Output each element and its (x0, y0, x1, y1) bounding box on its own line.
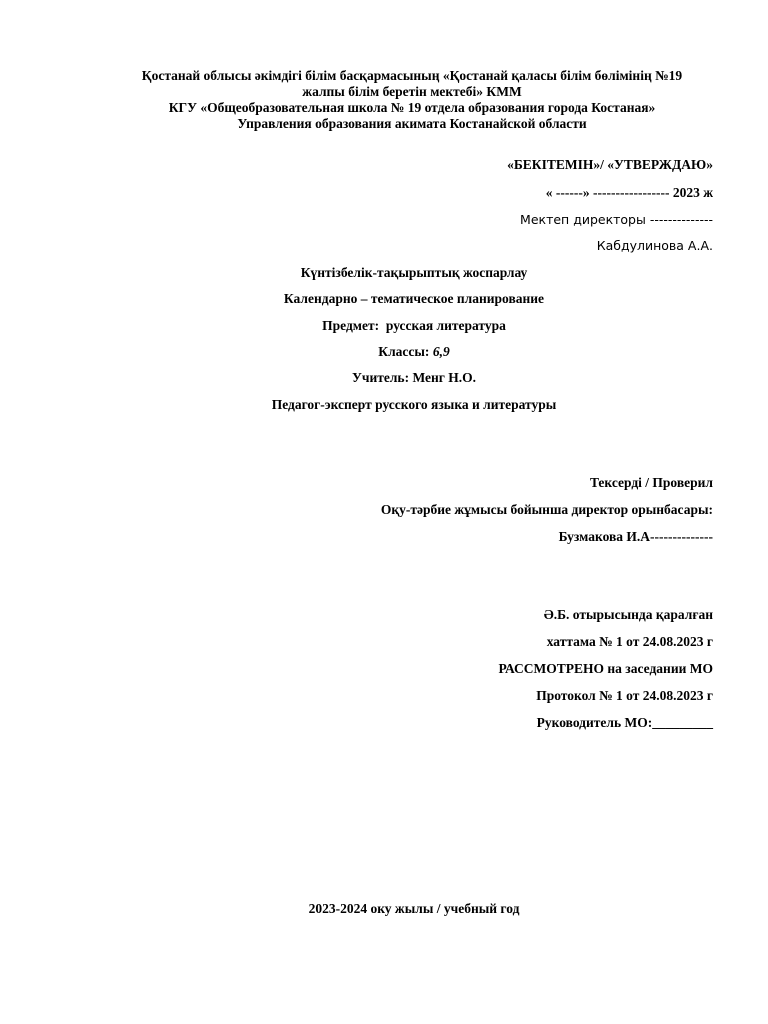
approval-role: Мектеп директоры -------------- (520, 212, 713, 227)
reviewed-line-4: Протокол № 1 от 24.08.2023 г (536, 688, 713, 703)
approval-title: «БЕКІТЕМІН»/ «УТВЕРЖДАЮ» (507, 157, 713, 172)
checked-title: Тексерді / Проверил (589, 475, 713, 490)
reviewed-line-2: хаттама № 1 от 24.08.2023 г (546, 634, 713, 649)
checked-role: Оқу-тәрбие жұмысы бойынша директор орынбасары: (380, 502, 713, 517)
approval-name: Кабдулинова А.А. (596, 238, 713, 253)
reviewed-line-3: РАССМОТРЕНО на заседании МО (498, 661, 713, 676)
plan-title-kz: Күнтізбелік-тақырыптық жоспарлау (300, 265, 528, 280)
header-line-4: Управления образования акимата Костанайской области (237, 116, 587, 131)
approval-date: « ------» ----------------- 2023 ж (545, 185, 713, 200)
academic-year: 2023-2024 оку жылы / учебный год (308, 901, 520, 916)
teacher-label: Учитель: (351, 370, 410, 385)
plan-subject (0, 318, 768, 334)
reviewed-line-5 (537, 715, 713, 731)
plan-teacher-role: Педагог-эксперт русского языка и литературы (271, 397, 557, 412)
reviewed-line-1: Ә.Б. отырысында қаралған (543, 607, 713, 622)
class-label: Классы: (378, 344, 430, 359)
head-label: Руководитель МО: (536, 715, 653, 730)
signature-blank: _________ (652, 715, 713, 730)
class-value: 6,9 (432, 344, 450, 359)
header-line-3: КГУ «Общеобразовательная школа № 19 отдела образования города Костаная» (168, 100, 656, 115)
subject-label: Предмет: (322, 318, 380, 333)
checked-name: Бузмакова И.А-------------- (558, 529, 713, 544)
subject-value: русская литература (385, 318, 506, 333)
header-line-1: Қостанай облысы әкімдігі білім басқармасының «Қостанай қаласы білім бөлімінің №19 (141, 68, 683, 83)
plan-teacher (0, 370, 768, 386)
plan-title-ru: Календарно – тематическое планирование (283, 291, 545, 306)
teacher-value: Менг Н.О. (412, 370, 477, 385)
header-line-2: жалпы білім беретін мектебі» КММ (302, 84, 522, 99)
plan-class (0, 344, 768, 360)
